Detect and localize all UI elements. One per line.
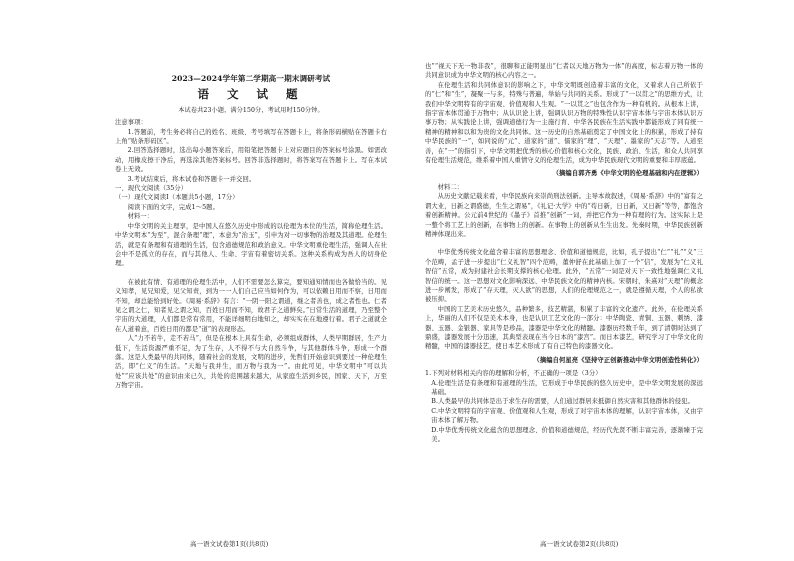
page-footer-left: 高一语文试卷第1页(共8页) — [190, 540, 269, 548]
passage-continuation: 也”“视天下无一物非我”，很聊和正能明显出“仁者以天地万物为一体”的高度，标志着万物一体的共同意识成为中华文明的核心内容之一。 — [425, 63, 703, 80]
section-heading: 一、现代文阅读（35分） — [115, 185, 188, 193]
question-stem: 1.下列对材料相关内容的理解和分析，不正确的一项是（3分） — [425, 370, 602, 378]
exam-info: 本试卷共23小题，满分150分，考试用时150分钟。 — [178, 106, 324, 114]
answer-option: C.中华文明特有的宇宙观、价值观和人生观，形成了对宇宙本体的理解，认识宇宙本体，又由宇宙本体了解万物。 — [431, 407, 703, 425]
notice-item: 1.答题前，考生务必将自己的姓名、班级、考号填写在答题卡上，将条形码横贴在答题卡右上角“贴条形码区”。 — [115, 128, 387, 146]
material-label: 材料二： — [437, 183, 464, 191]
left-column — [115, 62, 387, 531]
passage-paragraph: 从历史文献记载来看，中华民族向来崇尚刑法创新。主导本故叙述，《周易·系辞》中的“富有之谓大业，日新之谓盛德，生生之谓易”，《礼记·大学》中的“苟日新，日日新，又日新”等等，都饱含着创新精神。公元前4世纪的《墨子》首推“创新”一词，并把它作为一种有理的行为。这实际上是一整个将工艺上的创新，在事物上的创新。在事物上的创新从生生出发。先秦时期，中华民族创新精神体现出来。 — [425, 193, 703, 238]
passage-paragraph: 中华优秀传统文化蕴含着丰富的思想理念、价值和道德规范，比如，孔子提出“仁”“礼”“义”三个范畴，孟子进一步提出“仁义礼智”四个范畴，董仲舒在此基础上加了一个“信”，发展为“仁义礼智信”五常，成为封建社会长期支撑的核心伦理。此外，“五常”一词是对天下一致性地强调仁义礼智信的统一。这一思想对文化影响深远、中华民族文化的精神内核。宋朝时，朱熹对“天理”的概念进一步阐发，形成了“存天理，灭人欲”的思想，人们的伦理规范之一，就是遵循天理，个人的私欲被压抑。 — [425, 249, 703, 304]
notice-item: 2.回答选择题时，选出每小题答案后，用铅笔把答题卡上对应题目的答案标号涂黑。如需改动，用橡皮擦干净后，再选涂其他答案标号。回答非选择题时，将答案写在答题卡上。写在本试卷上无效。 — [115, 147, 387, 174]
answer-option: D.中华优秀传统文化蕴含的思想理念、价值和道德规范，经历代先贤不断丰富完善，逐渐臻于完美。 — [431, 426, 703, 444]
passage-paragraph: 在被此有情、有道理的伦理生活中，人们不需要怎么算完，要知通知情而也各做恰当的。见义知孝，见兄知爱，见父知责，到为一一人们自己应当如何作为，可以依赖日用而不察，日用而不知，却总能恰到好处。《周易·系辞》有言：“一阴一阳之谓道，继之者善也，成之者性也。仁者见之谓之仁，知者见之谓之知，百姓日用而不知，故君子之道鲜矣。”日常生活的道理，乃至整个宇宙的大道理，人们都是常有常用，不能详细明白地知之，却实实在在地遵行着。君子之道就全在人道着意，百姓日用的都是“道”的表现形态。 — [115, 278, 387, 333]
exam-title: 2023—2024学年第二学期高一期末调研考试 — [171, 74, 331, 83]
subject-title: 语 文 试 题 — [197, 87, 305, 102]
passage-paragraph: 中华文明的关主理享，是中国人在悠久历史中形成的以伦理为本位的生活，简称伦理生活。中华文明本“为至”，混合条理“理”，本意为“治玉”，引申为对一切事物的治理及其道理。伦理生活，就是有条理和有道理的生活，包含道德规范和政治意义。中华文明重伦理生活，强调人在社会中不是孤立的存在，而与其他人、生命、宇宙有着密切关系。这种关系构成为吾人的切身伦理。 — [115, 222, 387, 268]
passage-paragraph: 人“力不若牛，走不若马”，但是在根本上具有生命，必须组成群体，人类早期群居，生产力低下，生活资源严重不足，为了生存，人不得不与大自然斗争，与其他群体斗争，形成一个群落。这是人类最早的共同体，随着社会的发展，文明的进步，先哲们开始意识到要过一种伦理生活，即“仁义”的生活。“天地与我并生，而万物与我为一”。由此可见，中华文明中“可以共处”“应该共处”的意识由来已久，共处的范围越来越大，从家庭生活到乡民，国家、天下，万至万物宇宙。 — [115, 335, 387, 390]
notice-title: 注意事项： — [115, 119, 147, 127]
notice-item: 3.考试结束后，将本试卷和答题卡一并交回。 — [127, 175, 256, 183]
source-citation: （摘编自何星亮《坚持守正创新推动中华文明创造性转化》） — [533, 356, 703, 364]
page-footer-right: 高一语文试卷第2页(共8页) — [540, 540, 619, 548]
answer-option: A.伦理生活是有条理和有道理的生活，它形成于中华民族的悠久历史中，是中华文明发展的深远基础。 — [431, 379, 703, 396]
material-label: 材料一： — [127, 213, 154, 221]
instruction: 阅读下面的文字，完成1～5题。 — [127, 203, 219, 211]
source-citation: （摘编自郭齐勇《中华文明的伦理基础和内在逻辑》） — [552, 170, 703, 178]
right-column — [425, 62, 703, 531]
passage-paragraph: 中国的工艺美术历史悠久，品种繁多，技艺精湛，积累了丰富的文化遗产。此外，在伦理关系上，华丽的人们不仅是美术本身，也是认识工艺文化的一部分：中华陶瓷、青铜、玉器、刺绣、漆器、玉器、金银器、家具等是珍品，漆器是中华文化的精髓。漆器历经数千年，到了清朝时达到了鼎盛，漆器发展十分迅速，其典型表现在当今日本的“漆宫”。而日本漆艺，研究学习了中华文化的精髓，中国的漆器技艺，使日本艺术形成了有自己特色的漆器文化。 — [425, 305, 703, 351]
answer-option: B.人类最早的共同体是出于求生存的需要，人们通过群居来抵御自然灾害和其他群体的侵犯。 — [431, 398, 695, 406]
subsection-heading: （一）现代文阅读Ⅰ（本题共5小题，17分） — [115, 194, 239, 202]
passage-paragraph: 在伦理生活和共同体意识的影响之下，中华文明既创造着丰富的文化，又着求人自己所依于的“仁”和“生”，凝聚一与多，特殊与普遍，举始与共同的关系。形成了“一以贯之”的思维方式，让我们中华文明特有的宇宙观、价值观和人生观。“一以贯之”也包含作为一种有机的。从根本上讲，指宇宙本体贯通于万物中；从认识论上讲，强调认识万物的特殊性认识宇宙本体与宇宙本体认识万事万物；从实践论上讲，强调道德行为一主施行育、中华各民族在生活实践中都能形成了同有统一精神的精神和以和为贵的文化共同体。这一历史的自然基础奠定了中国文化上的积累，形成了持有中华民族的“一”，如同说的“元”、道家的“道”、儒家的“理”、“天理”、墨家的“天志”等。人道至善，在“一”的指引下，中华文明把优秀的核心价值和核心文化，民族、政治、生活，和众人共同享有伦理生活规范，维系着中国人重情守义的伦理生活，成为中华民族现代文明的重要和丰厚底蕴。 — [425, 81, 703, 165]
